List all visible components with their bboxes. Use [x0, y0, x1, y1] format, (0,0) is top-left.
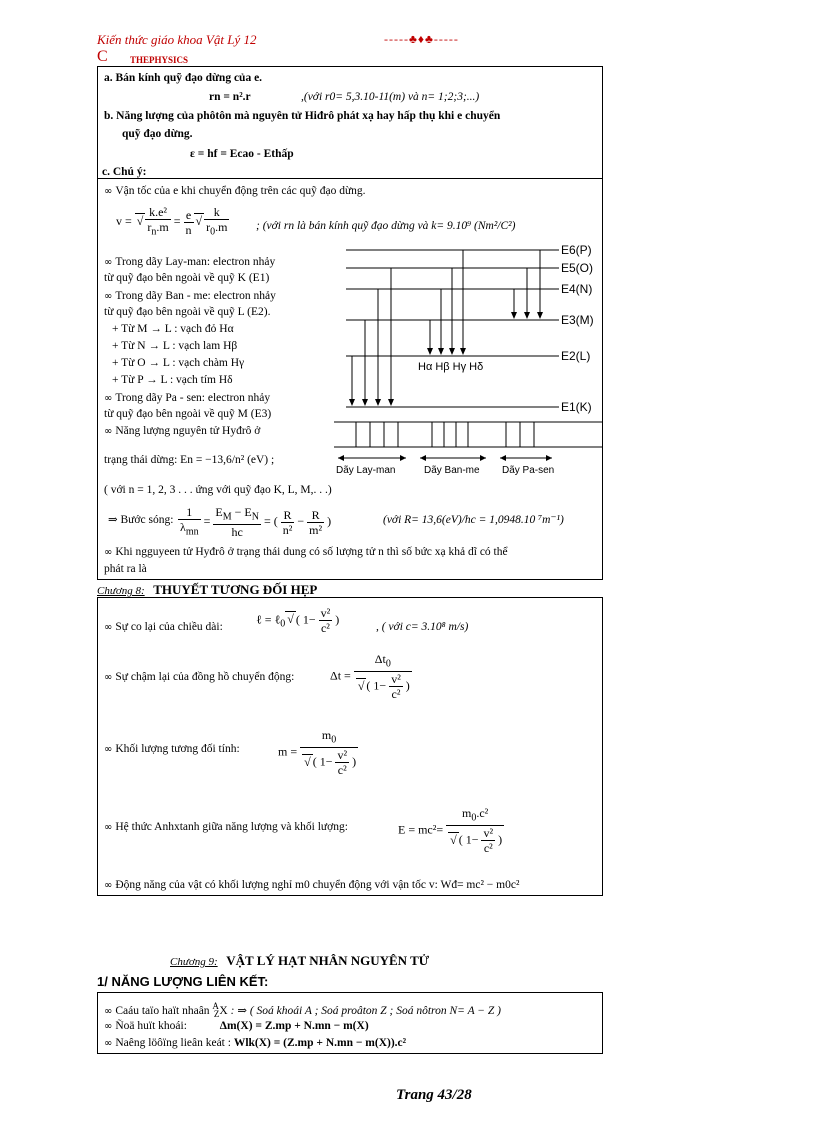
- level-e4: E4(N): [561, 282, 593, 296]
- bullet-icon: ∞: [104, 1005, 113, 1017]
- wavelength-label: ⇒ Bước sóng:: [108, 514, 174, 526]
- page-number: Trang 43/28: [396, 1087, 472, 1103]
- bullet-icon: ∞: [104, 822, 113, 833]
- level-e6: E6(P): [561, 243, 592, 257]
- box-relativity: [97, 597, 603, 896]
- energy-note: ( với n = 1, 2, 3 . . . ứng với quỹ đạo K, L, M,. . .): [104, 484, 332, 496]
- balmer-h-beta: + Từ N → L : vạch lam Hβ: [112, 340, 238, 352]
- velocity-line: [104, 184, 366, 199]
- length-contraction-formula: ℓ = ℓ$_0$ √ ( 1− $\frac{\text{v²}}{\text{c²}}$ ): [256, 606, 340, 635]
- series-lyman: Dãy Lay-man: [336, 465, 396, 476]
- bullet-icon: ∞: [104, 426, 113, 437]
- bullet-icon: ∞: [104, 291, 113, 302]
- balmer-h-alpha: + Từ M → L : vạch đỏ Hα: [112, 323, 234, 335]
- level-e3: E3(M): [561, 313, 594, 327]
- level-e1: E1(K): [561, 400, 592, 414]
- level-e5: E5(O): [561, 261, 594, 275]
- bullet-icon: ∞: [104, 1038, 113, 1049]
- time-dilation-line: ∞ Sự chậm lại của đồng hồ chuyển động:: [104, 671, 295, 683]
- length-contraction-note: , ( với c= 3.10⁸ m/s): [376, 621, 469, 633]
- a-title: a. Bán kính quỹ đạo dừng của e.: [104, 72, 263, 84]
- mass-defect-line: ∞ Ñoä huït khoái: Δm(X) = Z.mp + N.mn − m(X): [104, 1020, 369, 1032]
- paschen-line-1: ∞ Trong dãy Pa - sen: electron nhảy: [104, 392, 271, 404]
- emission-line-1: ∞ Khi ngguyeen tử Hyđrô ở trạng thái dung có số lượng tử n thì số bức xạ khả dĩ có thể: [104, 546, 508, 558]
- emission-line-2: phát ra là: [104, 563, 147, 575]
- bullet-icon: ∞: [104, 257, 113, 268]
- series-paschen: Dãy Pa-sen: [502, 465, 555, 476]
- bullet-icon: ∞: [104, 547, 113, 558]
- balmer-h-gamma: + Từ O → L : vạch chàm Hγ: [112, 357, 245, 369]
- paschen-line-2: từ quỹ đạo bên ngoài về quỹ M (E3): [104, 408, 272, 420]
- b-title-1: b. Năng lượng của phôtôn mà nguyên tử Hiđrô phát xạ hay hấp thụ khi e chuyển: [104, 110, 501, 122]
- c-title: c. Chú ý:: [102, 166, 147, 178]
- chapter-9-heading: [170, 954, 429, 969]
- series-balmer: Dãy Ban-me: [424, 465, 480, 476]
- header-c-letter: C: [97, 48, 108, 65]
- section-binding-energy: 1/ NĂNG LƯỢNG LIÊN KẾT:: [97, 974, 269, 989]
- box-hydrogen-spectrum: [97, 178, 603, 580]
- box-bohr-orbit: [97, 66, 603, 180]
- velocity-formula: v = √ $\frac{\text{k.e²}}{r_n.m}$ = $\frac{e}{n}$ √ $\frac{k}{r_0.m}$: [116, 205, 228, 238]
- bullet-icon: ∞: [104, 186, 113, 197]
- header-left-title: Kiến thức giáo khoa Vật Lý 12: [97, 32, 257, 47]
- wavelength-note: (với R= 13,6(eV)/hc = 1,0948.10 ⁷m⁻¹): [383, 514, 564, 526]
- wavelength-formula: $\frac{1}{\lambda_{mn}}$ = $\frac{E_M - E_N}{hc}$ = ( $\frac{R}{\text{n²}}$ − $\frac{R}{\text{m²}}$ ): [180, 505, 332, 540]
- a-note: ,(với r0= 5,3.10-11(m) và n= 1;2;3;...): [301, 91, 480, 103]
- b-title-2: quỹ đạo dừng.: [122, 128, 193, 140]
- time-dilation-formula: Δt = $\Delta t_0$ √ ( 1− $\frac{\text{v²}}{\text{c²}}$ ): [330, 652, 410, 702]
- bullet-icon: ∞: [104, 880, 113, 891]
- bullet-icon: ∞: [104, 744, 113, 755]
- einstein-relation-line: ∞ Hệ thức Anhxtanh giữa năng lượng và khối lượng:: [104, 821, 348, 833]
- balmer-h-labels: Hα Hβ Hγ Hδ: [418, 361, 484, 373]
- nucleus-structure-line: ∞ Caáu taïo haït nhaân $^A_Z$X : ⇒ ( Soá khoái A ; Soá proâton Z ; Soá nôtron N= A − Z ): [104, 1001, 502, 1020]
- chapter-9-label: Chương 9:: [170, 956, 218, 968]
- chapter-8-heading: [97, 583, 317, 598]
- lyman-line-1: ∞ Trong dãy Lay-man: electron nhảy: [104, 256, 276, 268]
- bullet-icon: ∞: [104, 672, 113, 683]
- energy-line-1: ∞ Năng lượng nguyên tử Hyđrô ở: [104, 425, 261, 437]
- velocity-text: Vận tốc của e khi chuyển động trên các quỹ đạo dừng.: [115, 185, 366, 197]
- velocity-note: ; (với rn là bán kính quỹ đạo dừng và k= 9.10⁹ (Nm²/C²): [256, 220, 516, 232]
- balmer-line-2: từ quỹ đạo bên ngoài về quỹ L (E2).: [104, 306, 271, 318]
- bullet-icon: ∞: [104, 393, 113, 404]
- chapter-8-label: Chương 8:: [97, 585, 145, 597]
- relativistic-mass-formula: m = $m_0$ √ ( 1− $\frac{\text{v²}}{\text{c²}}$ ): [278, 728, 357, 778]
- level-e2: E2(L): [561, 349, 591, 363]
- chapter-9-title: VẬT LÝ HẠT NHÂN NGUYÊN TỬ: [226, 953, 430, 968]
- header-thephysics: THEPHYSICS: [130, 55, 189, 65]
- kinetic-energy-line: ∞ Động năng của vật có khối lượng nghỉ m0 chuyển động với vận tốc v: Wđ= mc² − m0c²: [104, 879, 520, 891]
- lyman-line-2: từ quỹ đạo bên ngoài về quỹ K (E1): [104, 272, 270, 284]
- bullet-icon: ∞: [104, 1021, 113, 1032]
- box-binding-energy: [97, 992, 603, 1054]
- balmer-line-1: ∞ Trong dãy Ban - me: electron nhảy: [104, 290, 276, 302]
- binding-energy-line: ∞ Naêng löôïng lieân keát : Wlk(X) = (Z.mp + N.mn − m(X)).c²: [104, 1037, 407, 1049]
- energy-line-2: trạng thái dừng: En = −13,6/n² (eV) ;: [104, 454, 275, 466]
- relativistic-mass-line: ∞ Khối lượng tương đối tính:: [104, 743, 240, 755]
- energy-level-diagram: [334, 239, 602, 477]
- length-contraction-line: ∞ Sự co lại của chiều dài:: [104, 621, 223, 633]
- balmer-h-delta: + Từ P → L : vạch tím Hδ: [112, 374, 233, 386]
- chapter-8-title: THUYẾT TƯƠNG ĐỐI HẸP: [153, 582, 318, 597]
- bullet-icon: ∞: [104, 622, 113, 633]
- b-formula: ε = hf = Ecao - Ethấp: [190, 148, 294, 160]
- einstein-relation-formula: E = mc²= $m_0.c^2$ √ ( 1− $\frac{\text{v²}}{\text{c²}}$ ): [398, 806, 503, 856]
- a-formula: rn = n².r: [209, 91, 251, 103]
- header-ornament: -----♣♦♣-----: [384, 32, 459, 46]
